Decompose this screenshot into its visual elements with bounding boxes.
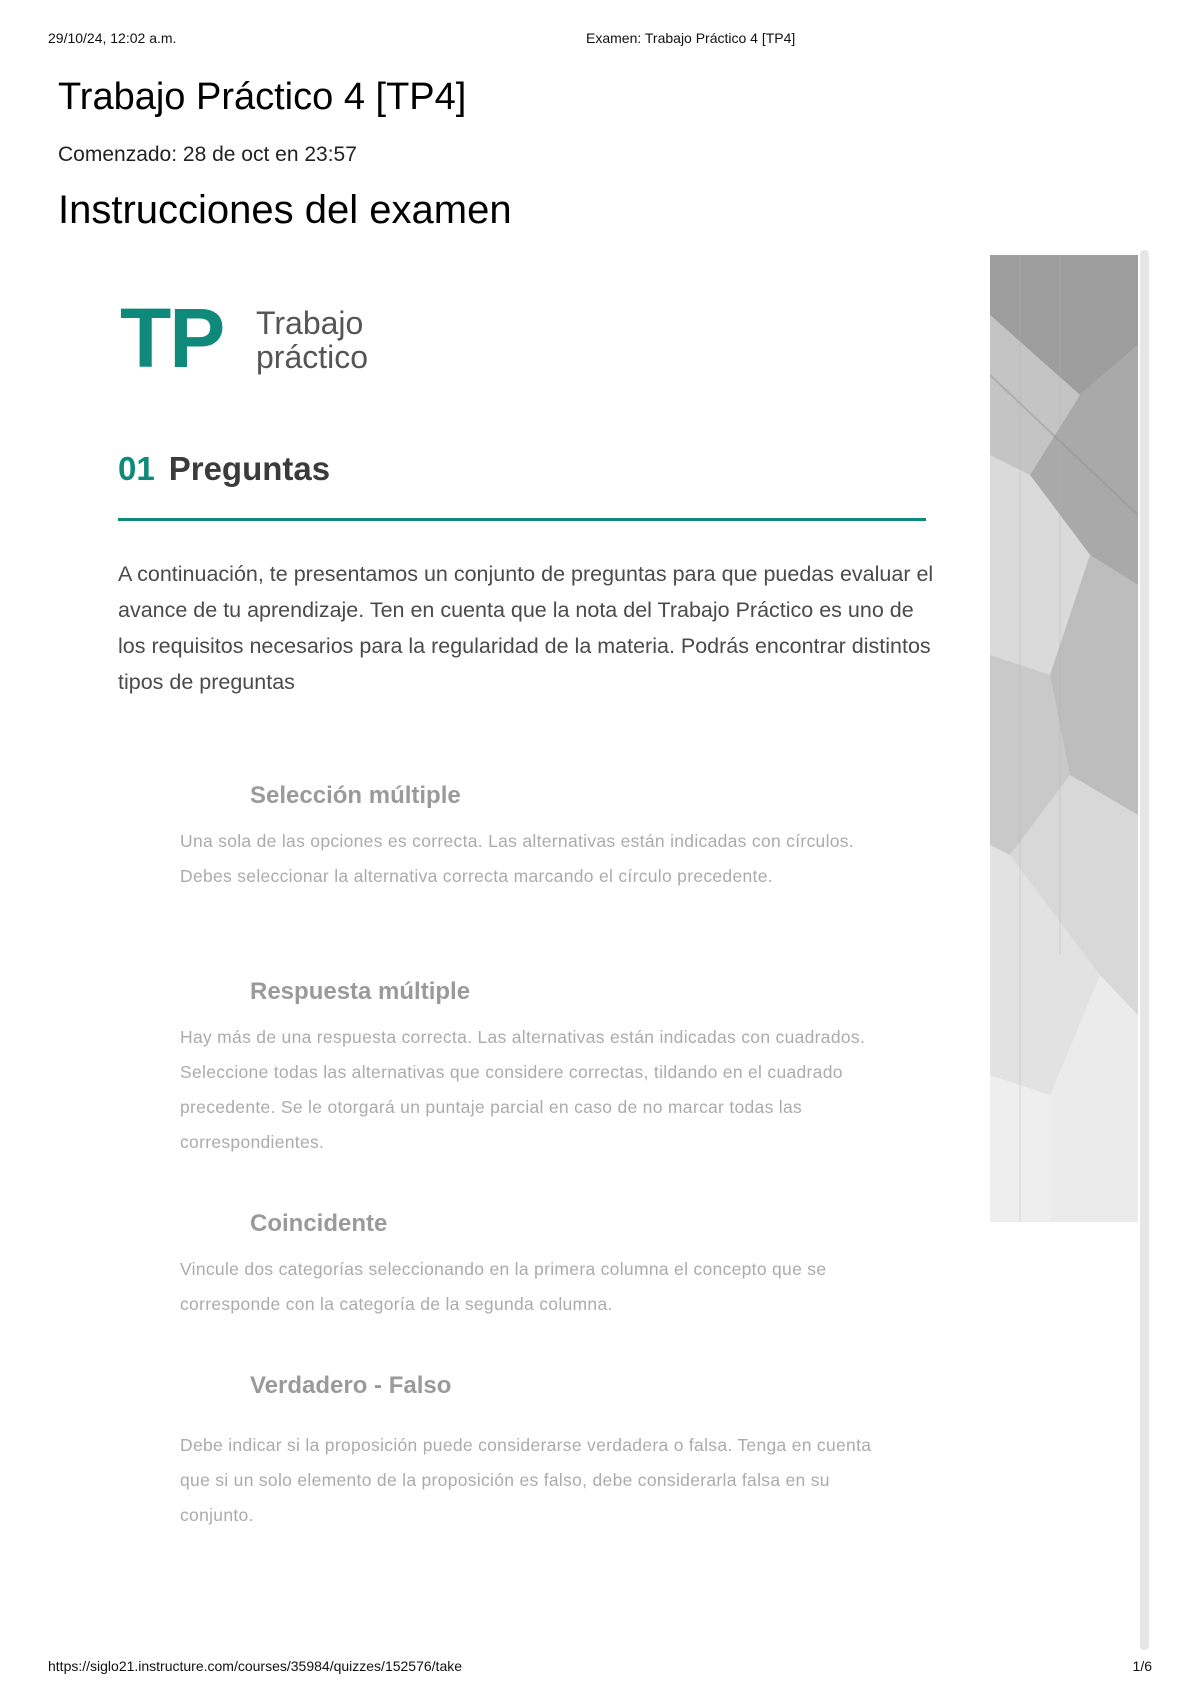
tp-logo-wordmark: [256, 306, 368, 374]
tp-logo-word-line2: práctico: [256, 339, 369, 375]
tp-logo: [120, 291, 400, 390]
print-page-number: 1/6: [1132, 1658, 1152, 1674]
question-type-description: Debe indicar si la proposición puede considerarse verdadera o falsa. Tenga en cuenta que si un solo elemento de la proposición es falso, debe considerarla falsa en su conjunto.: [180, 1435, 872, 1525]
question-type-title: Coincidente: [250, 1210, 388, 1237]
question-type-matching: [180, 1210, 880, 1322]
question-type-description: Vincule dos categorías seleccionando en la primera columna el concepto que se corresponde con la categoría de la segunda columna.: [180, 1259, 827, 1314]
question-type-title: Respuesta múltiple: [250, 978, 471, 1005]
question-type-description: Hay más de una respuesta correcta. Las alternativas están indicadas con cuadrados. Seleccione todas las alternativas que considere correctas, tildando en el cuadrado precedente. Se le otorgará un puntaje parcial en caso de no marcar todas las correspondientes.: [180, 1027, 866, 1152]
print-header: [48, 30, 1152, 50]
started-label: Comenzado: 28 de oct en 23:57: [58, 143, 357, 166]
tp-logo-mark: TP: [120, 291, 224, 385]
print-url: https://siglo21.instructure.com/courses/35984/quizzes/152576/take: [48, 1658, 463, 1674]
vertical-scrollbar[interactable]: [1140, 250, 1149, 1650]
question-type-multiple-choice: [180, 782, 880, 894]
question-type-title: Selección múltiple: [250, 782, 461, 809]
decorative-architecture-image: [990, 255, 1138, 1222]
print-document-title: Examen: Trabajo Práctico 4 [TP4]: [586, 30, 796, 46]
question-type-multiple-answer: [180, 978, 880, 1160]
question-type-title: Verdadero - Falso: [250, 1372, 452, 1399]
question-type-true-false: [180, 1372, 880, 1533]
section-heading: [118, 450, 330, 488]
section-label: Preguntas: [168, 450, 331, 487]
instructions-heading: Instrucciones del examen: [58, 188, 512, 232]
section-number: 01: [118, 450, 155, 487]
quiz-title: Trabajo Práctico 4 [TP4]: [58, 76, 467, 118]
question-type-description: Una sola de las opciones es correcta. Las alternativas están indicadas con círculos. Debes seleccionar la alternativa correcta marcando el círculo precedente.: [180, 831, 855, 886]
section-divider: [118, 518, 926, 521]
print-datetime: 29/10/24, 12:02 a.m.: [48, 30, 177, 46]
started-info: [58, 143, 357, 167]
tp-logo-word-line1: Trabajo: [256, 305, 364, 341]
section-intro: A continuación, te presentamos un conjunto de preguntas para que puedas evaluar el avance de tu aprendizaje. Ten en cuenta que la nota del Trabajo Práctico es uno de los requisitos necesarios para la regularidad de la materia. Podrás encontrar distintos tipos de preguntas: [118, 562, 934, 694]
